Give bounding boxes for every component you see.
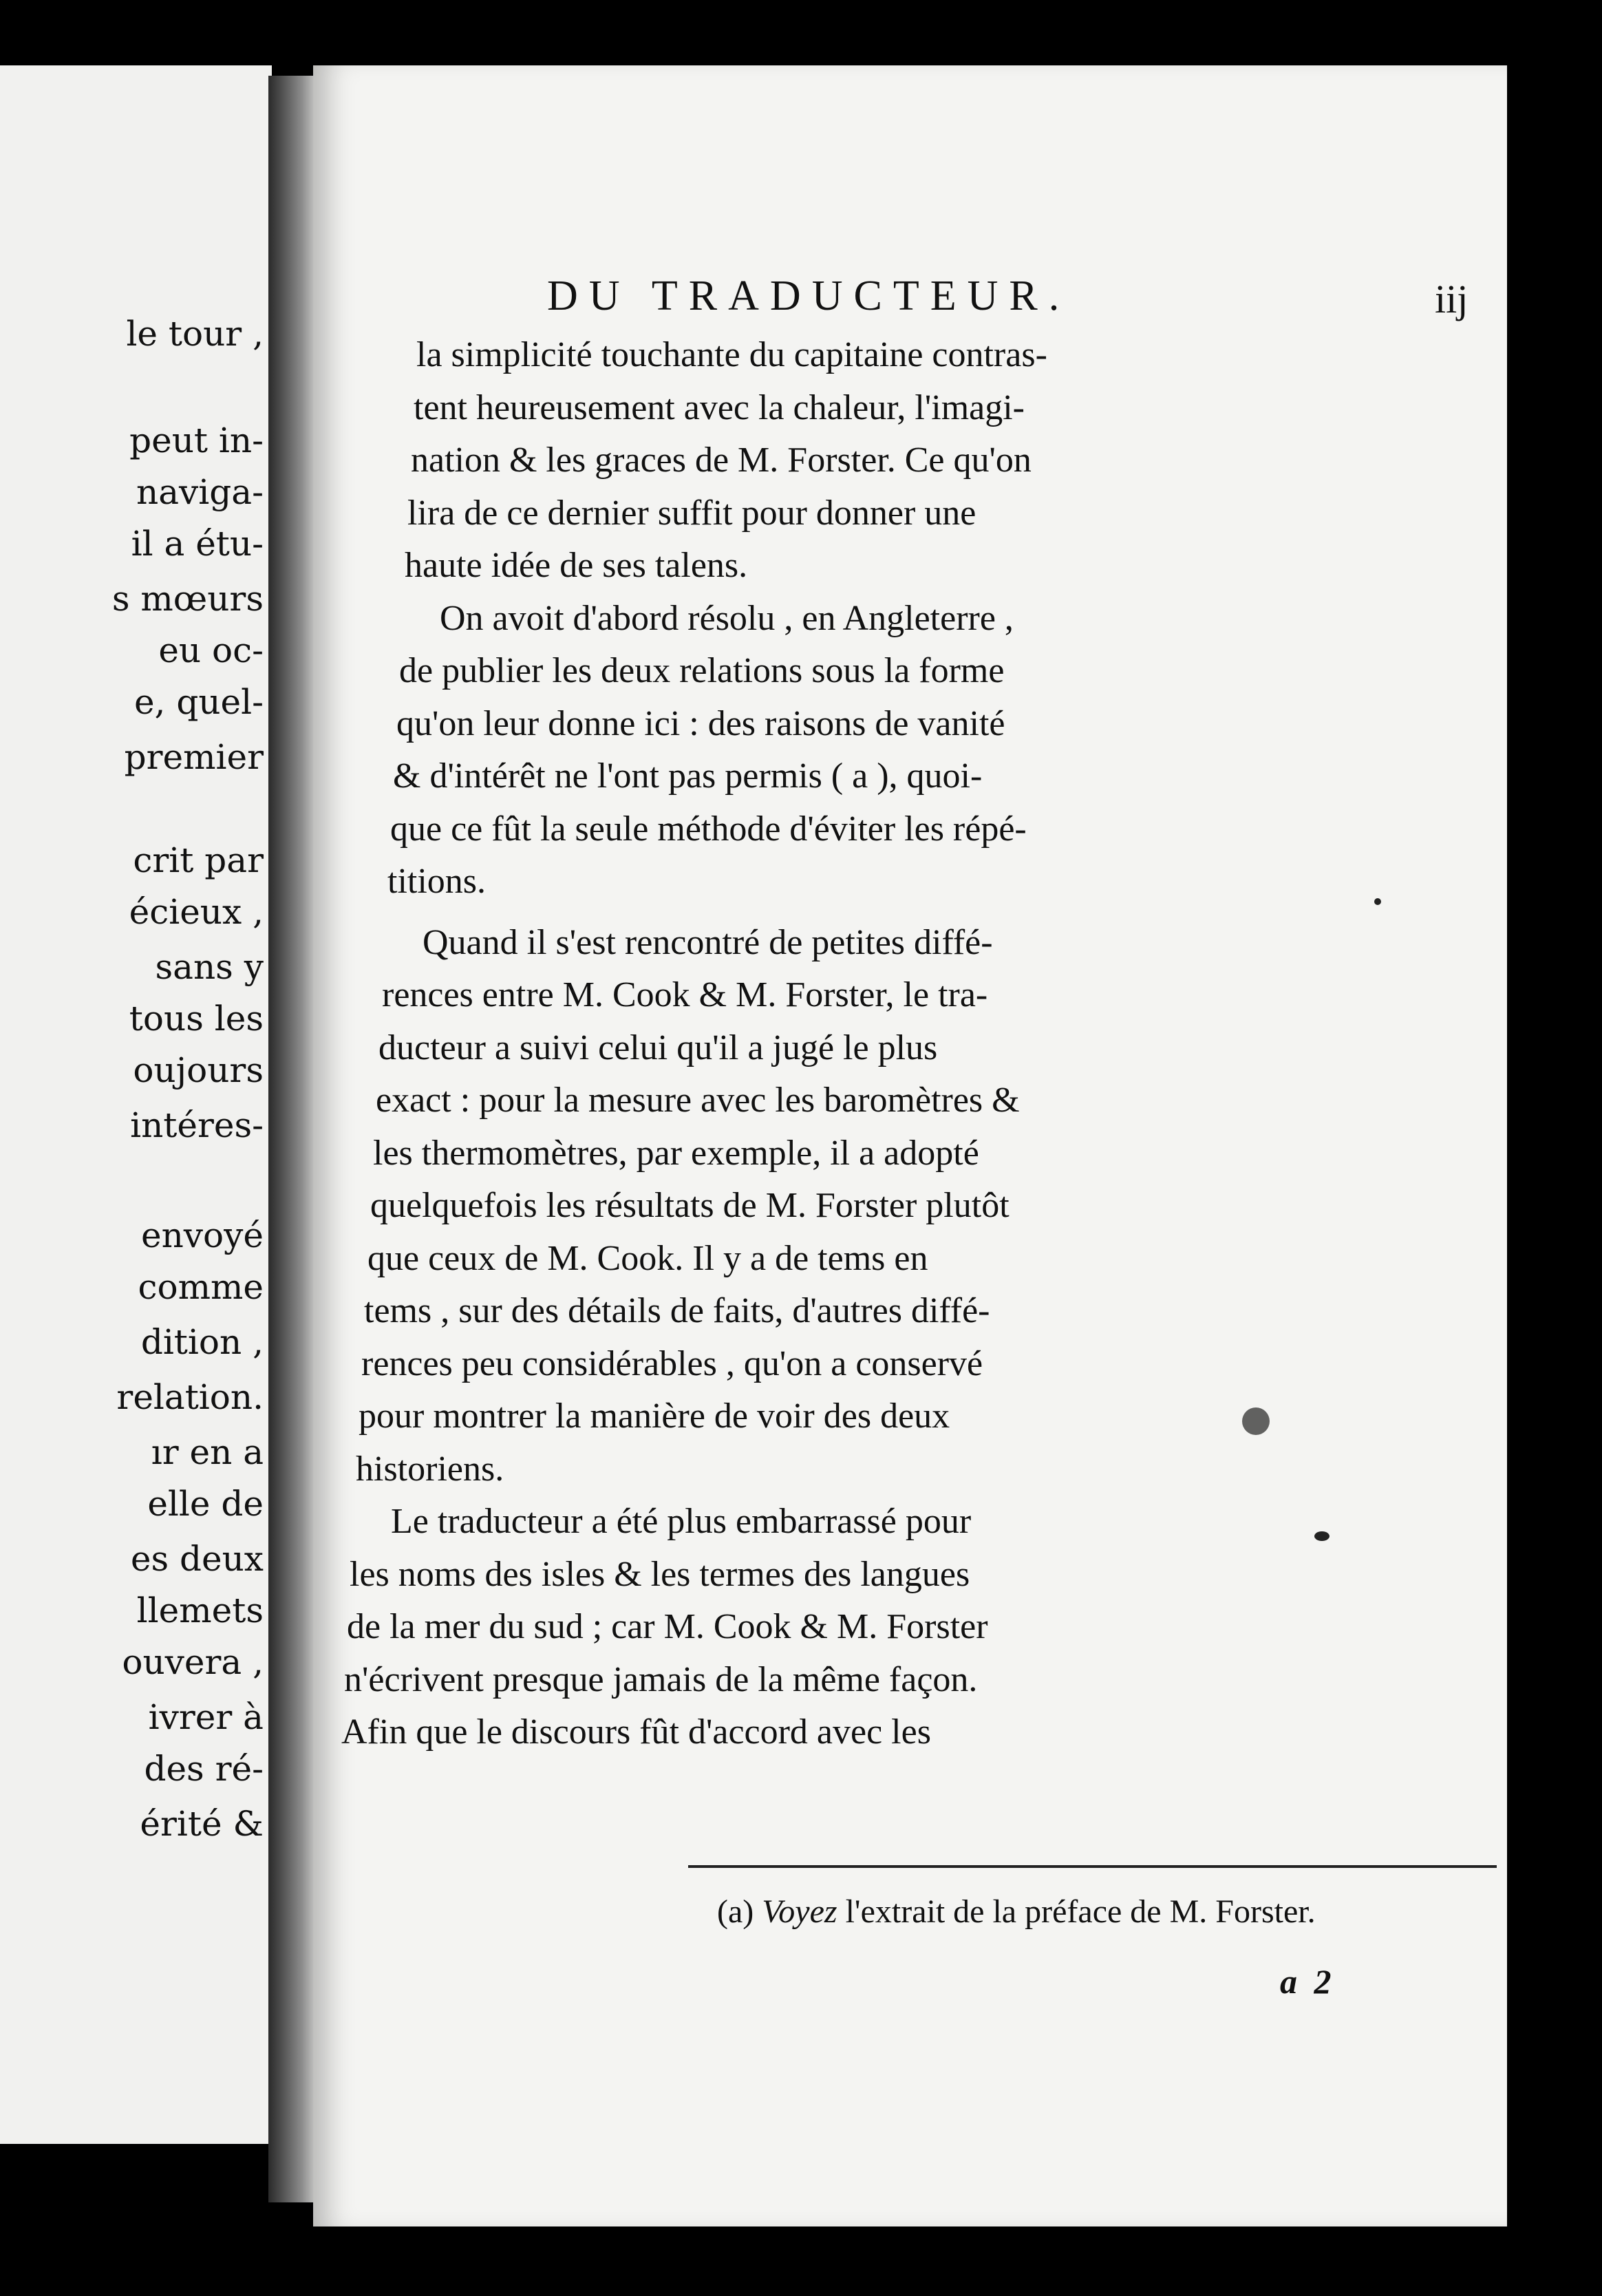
left-page-line: écieux ,	[129, 892, 264, 932]
left-page-line: dition ,	[140, 1322, 264, 1362]
left-facing-page	[0, 65, 272, 2144]
left-page-line: ır en a	[151, 1432, 264, 1472]
left-page-line: s mœurs	[111, 579, 264, 619]
ink-spot	[1314, 1531, 1329, 1541]
body-line: la simplicité touchante du capitaine contras-	[416, 335, 1047, 374]
right-page	[313, 65, 1507, 2226]
left-page-line: peut in-	[129, 421, 264, 460]
body-line: qu'on leur donne ici : des raisons de vanité	[396, 704, 1005, 743]
left-page-line: des ré-	[144, 1749, 264, 1789]
body-line: Afin que le discours fût d'accord avec les	[341, 1712, 931, 1752]
body-line: & d'intérêt ne l'ont pas permis ( a ), quoi-	[393, 756, 983, 796]
left-page-line: ivrer à	[148, 1697, 264, 1737]
body-line: On avoit d'abord résolu , en Angleterre ,	[440, 599, 1014, 638]
ink-spot	[1242, 1407, 1270, 1435]
body-line: Quand il s'est rencontré de petites diffé-	[423, 923, 993, 962]
left-page-line: naviga-	[136, 472, 264, 512]
ink-spot	[1374, 898, 1381, 905]
left-page-line: llemets	[136, 1591, 264, 1630]
body-line: de publier les deux relations sous la forme	[399, 651, 1005, 690]
body-line: les thermomètres, par exemple, il a adopté	[373, 1134, 979, 1173]
left-page-line: sans y	[155, 947, 264, 987]
body-line: haute idée de ses talens.	[405, 546, 748, 585]
page-header	[547, 272, 1593, 334]
left-page-line: crit par	[133, 840, 264, 880]
footnote-marker: (a)	[717, 1893, 754, 1930]
left-page-line: le tour ,	[126, 314, 264, 354]
body-line: pour montrer la manière de voir des deux	[359, 1396, 950, 1436]
body-line: tems , sur des détails de faits, d'autres diffé-	[364, 1291, 990, 1330]
body-line: Le traducteur a été plus embarrassé pour	[391, 1502, 972, 1541]
body-line: de la mer du sud ; car M. Cook & M. Forster	[347, 1607, 988, 1646]
left-page-line: comme	[138, 1267, 264, 1307]
body-line: lira de ce dernier suffit pour donner une	[407, 493, 976, 533]
page-number: iij	[1435, 277, 1468, 321]
running-title: DU TRADUCTEUR.	[547, 273, 1071, 319]
book-gutter	[268, 76, 317, 2202]
left-page-line: e, quel-	[134, 682, 264, 722]
left-page-line: elle de	[147, 1484, 264, 1524]
body-line: tent heureusement avec la chaleur, l'imagi-	[414, 388, 1025, 427]
left-page-line: relation.	[116, 1377, 264, 1417]
left-page-line: premier	[124, 737, 264, 777]
signature-mark: a 2	[1280, 1962, 1336, 2001]
footnote-rule	[688, 1865, 1497, 1868]
body-line: exact : pour la mesure avec les baromètres &	[376, 1081, 1020, 1120]
left-page-line: eu oc-	[158, 630, 264, 670]
footnote-italic: Voyez	[762, 1893, 837, 1930]
left-page-line: il a étu-	[131, 524, 264, 564]
left-page-line: tous les	[129, 999, 264, 1039]
body-line: rences entre M. Cook & M. Forster, le tra-	[382, 975, 988, 1014]
body-line: rences peu considérables , qu'on a conservé	[361, 1344, 983, 1383]
left-page-line: érité &	[140, 1804, 264, 1844]
body-line: que ce fût la seule méthode d'éviter les répé-	[390, 809, 1027, 849]
body-line: n'écrivent presque jamais de la même façon.	[344, 1660, 978, 1699]
left-page-line: es deux	[130, 1539, 264, 1579]
footnote-text: l'extrait de la préface de M. Forster.	[845, 1893, 1316, 1930]
body-line: quelquefois les résultats de M. Forster plutôt	[370, 1186, 1010, 1225]
left-page-line: ouvera ,	[122, 1642, 264, 1682]
left-page-line: envoyé	[141, 1215, 264, 1255]
body-line: les noms des isles & les termes des langues	[350, 1555, 970, 1594]
body-line: titions.	[387, 862, 487, 901]
body-line: que ceux de M. Cook. Il y a de tems en	[367, 1239, 928, 1278]
footnote	[717, 1893, 1316, 1931]
body-line: ducteur a suivi celui qu'il a jugé le plus	[378, 1028, 938, 1067]
body-line: nation & les graces de M. Forster. Ce qu'on	[411, 440, 1032, 480]
left-page-line: intéres-	[130, 1105, 264, 1145]
body-line: historiens.	[356, 1449, 504, 1489]
left-page-line: oujours	[133, 1050, 264, 1090]
